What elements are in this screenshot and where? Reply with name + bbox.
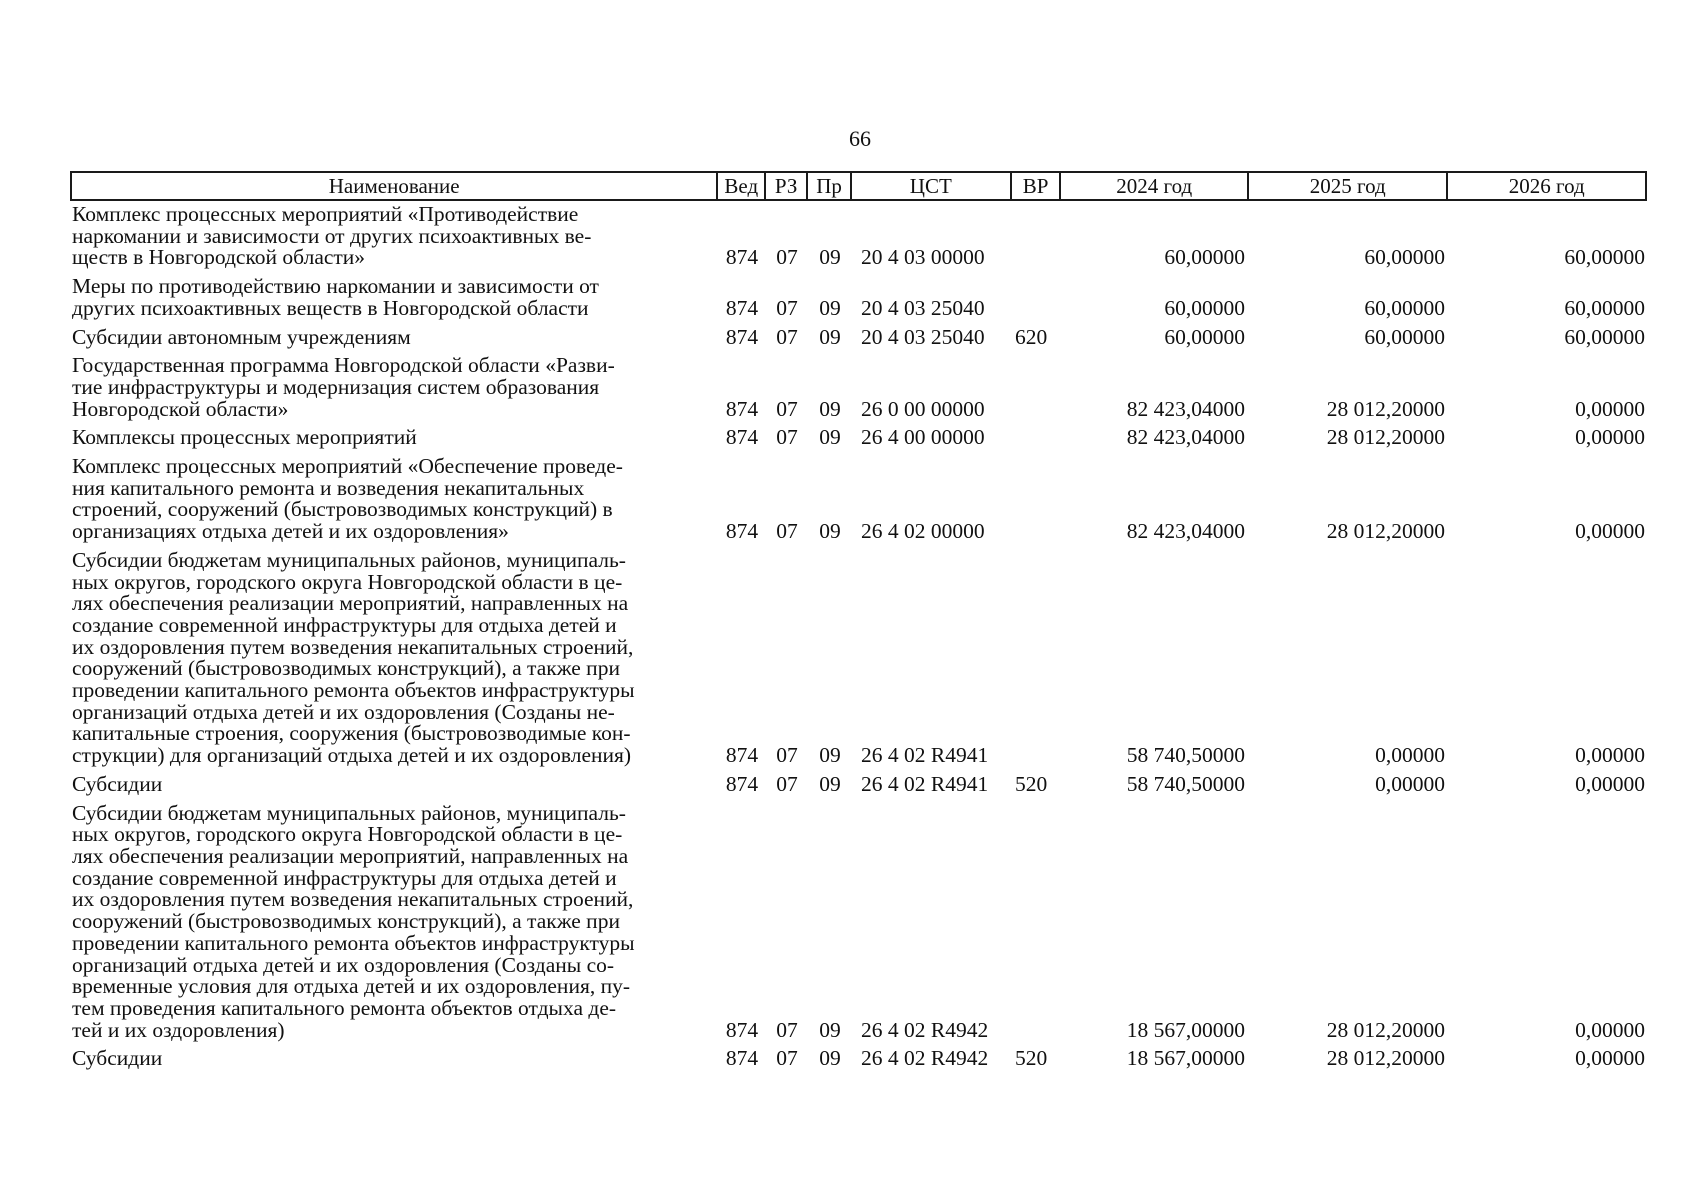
cell-rz: 07 (776, 1017, 798, 1042)
table-row (70, 204, 1647, 269)
cell-2026: 60,00000 (1564, 324, 1645, 349)
cell-2025: 28 012,20000 (1326, 1017, 1445, 1042)
cell-2024: 18 567,00000 (1126, 1046, 1245, 1071)
cell-2025: 28 012,20000 (1326, 1046, 1445, 1071)
cell-name-line: Новгородской области» (72, 396, 289, 421)
header-vr: ВР (1012, 173, 1062, 199)
cell-name (70, 276, 718, 319)
table-row (70, 547, 1647, 768)
table-row (70, 456, 1647, 543)
cell-2024: 60,00000 (1164, 324, 1245, 349)
cell-name-line: лях обеспечения реализации мероприятий, направленных на (72, 591, 629, 616)
cell-name-line: струкции) для организаций отдыха детей и их оздоровления) (72, 743, 632, 768)
cell-name-line: организаций отдыха детей и их оздоровления (Созданы не- (72, 699, 615, 724)
cell-pr: 09 (819, 771, 841, 796)
cell-pr: 09 (819, 295, 841, 320)
cell-name-line: Меры по противодействию наркомании и зависимости от (72, 274, 599, 299)
cell-rz: 07 (776, 771, 798, 796)
cell-name-line: проведении капитального ремонта объектов инфраструктуры (72, 678, 635, 703)
cell-name-line: капитальные строения, сооружения (быстровозводимые кон- (72, 721, 631, 746)
cell-name-line: их оздоровления путем возведения некапитальных строений, (72, 887, 634, 912)
cell-name (70, 324, 718, 349)
cell-name-line: организаций отдыха детей и их оздоровления (Созданы со- (72, 952, 615, 977)
cell-pr: 09 (819, 245, 841, 270)
cell-cst: 20 4 03 25040 (861, 324, 985, 349)
cell-rz: 07 (776, 324, 798, 349)
cell-name-line: Государственная программа Новгородской области «Разви- (72, 353, 615, 378)
cell-pr: 09 (819, 519, 841, 544)
cell-pr: 09 (819, 396, 841, 421)
cell-2024: 18 567,00000 (1126, 1017, 1245, 1042)
cell-name-line: сооружений (быстровозводимых конструкций), а также при (72, 656, 620, 681)
cell-ved: 874 (725, 324, 759, 349)
cell-name-line: временные условия для отдыха детей и их оздоровления, пу- (72, 974, 631, 999)
cell-name (70, 771, 718, 796)
header-pr: Пр (808, 173, 852, 199)
table-row (70, 324, 1647, 349)
cell-2024: 82 423,04000 (1126, 425, 1245, 450)
cell-name-line: Субсидии автономным учреждениям (72, 324, 411, 349)
header-rz: РЗ (766, 173, 808, 199)
cell-pr: 09 (819, 1046, 841, 1071)
cell-2024: 82 423,04000 (1126, 396, 1245, 421)
cell-2024: 60,00000 (1164, 245, 1245, 270)
cell-rz: 07 (776, 743, 798, 768)
cell-name (70, 355, 718, 420)
cell-2026: 0,00000 (1575, 425, 1645, 450)
header-2024: 2024 год (1061, 173, 1249, 199)
cell-2026: 0,00000 (1575, 519, 1645, 544)
cell-name-line: тие инфраструктуры и модернизация систем образования (72, 374, 600, 399)
table-row (70, 355, 1647, 420)
cell-ved: 874 (725, 1046, 759, 1071)
cell-2024: 58 740,50000 (1126, 771, 1245, 796)
header-ved: Вед (718, 173, 766, 199)
table-row (70, 771, 1647, 796)
cell-name (70, 800, 718, 1042)
cell-2024: 60,00000 (1164, 295, 1245, 320)
cell-name-line: ных округов, городского округа Новгородской области в це- (72, 569, 623, 594)
cell-rz: 07 (776, 396, 798, 421)
cell-2026: 0,00000 (1575, 743, 1645, 768)
table-row (70, 800, 1647, 1042)
cell-name-line: Субсидии бюджетам муниципальных районов, муниципаль- (72, 547, 626, 572)
cell-name-line: строений, сооружений (быстровозводимых конструкций) в (72, 497, 613, 522)
cell-ved: 874 (725, 519, 759, 544)
cell-cst: 20 4 03 00000 (861, 245, 985, 270)
cell-name (70, 204, 718, 269)
cell-rz: 07 (776, 1046, 798, 1071)
cell-name-line: Субсидии (72, 771, 163, 796)
cell-cst: 26 0 00 00000 (861, 396, 985, 421)
cell-name-line: сооружений (быстровозводимых конструкций), а также при (72, 909, 620, 934)
cell-name-line: Субсидии (72, 1046, 163, 1071)
cell-pr: 09 (819, 425, 841, 450)
cell-rz: 07 (776, 245, 798, 270)
cell-pr: 09 (819, 743, 841, 768)
cell-name-line: создание современной инфраструктуры для отдыха детей и (72, 865, 617, 890)
cell-cst: 26 4 02 00000 (861, 519, 985, 544)
header-2026: 2026 год (1508, 174, 1585, 198)
cell-name-line: организациях отдыха детей и их оздоровления» (72, 519, 509, 544)
cell-2025: 28 012,20000 (1326, 425, 1445, 450)
cell-vr: 520 (1015, 771, 1048, 796)
cell-2025: 28 012,20000 (1326, 519, 1445, 544)
cell-name (70, 456, 718, 543)
cell-name-line: наркомании и зависимости от других психоактивных ве- (72, 223, 592, 248)
cell-2026: 0,00000 (1575, 1046, 1645, 1071)
cell-cst: 20 4 03 25040 (861, 295, 985, 320)
header-2025: 2025 год (1249, 173, 1449, 199)
cell-name (70, 547, 718, 768)
header-name: Наименование (72, 173, 718, 199)
cell-name-line: других психоактивных веществ в Новгородской области (72, 295, 589, 320)
cell-rz: 07 (776, 425, 798, 450)
cell-ved: 874 (725, 245, 759, 270)
cell-ved: 874 (725, 1017, 759, 1042)
cell-name-line: ществ в Новгородской области» (72, 245, 366, 270)
cell-2026: 0,00000 (1575, 771, 1645, 796)
cell-name-line: Комплекс процессных мероприятий «Обеспечение проведе- (72, 454, 623, 479)
cell-2026: 60,00000 (1564, 245, 1645, 270)
cell-pr: 09 (819, 1017, 841, 1042)
cell-rz: 07 (776, 295, 798, 320)
cell-name-line: лях обеспечения реализации мероприятий, направленных на (72, 843, 629, 868)
table-row (70, 276, 1647, 319)
cell-cst: 26 4 00 00000 (861, 425, 985, 450)
cell-2026: 0,00000 (1575, 396, 1645, 421)
table-row (70, 1048, 1647, 1070)
cell-name-line: Субсидии бюджетам муниципальных районов, муниципаль- (72, 800, 626, 825)
cell-ved: 874 (725, 425, 759, 450)
cell-name-line: создание современной инфраструктуры для отдыха детей и (72, 612, 617, 637)
cell-name (70, 427, 718, 449)
table-row (70, 427, 1647, 449)
cell-2026: 60,00000 (1564, 295, 1645, 320)
cell-cst: 26 4 02 R4942 (861, 1046, 989, 1071)
cell-2026: 0,00000 (1575, 1017, 1645, 1042)
cell-2025: 0,00000 (1375, 771, 1445, 796)
cell-pr: 09 (819, 324, 841, 349)
cell-2025: 60,00000 (1364, 324, 1445, 349)
cell-name-line: ных округов, городского округа Новгородской области в це- (72, 822, 623, 847)
cell-ved: 874 (725, 396, 759, 421)
page-number: 66 (849, 126, 871, 151)
header-cst: ЦСТ (852, 173, 1012, 199)
table-header (70, 171, 1647, 201)
cell-2025: 60,00000 (1364, 295, 1445, 320)
cell-2024: 58 740,50000 (1126, 743, 1245, 768)
cell-vr: 520 (1015, 1046, 1048, 1071)
cell-ved: 874 (725, 771, 759, 796)
cell-name (70, 1048, 718, 1070)
cell-name-line: проведении капитального ремонта объектов инфраструктуры (72, 930, 635, 955)
table-body (70, 204, 1647, 1077)
cell-name-line: Комплекс процессных мероприятий «Противодействие (72, 202, 579, 226)
cell-cst: 26 4 02 R4941 (861, 743, 989, 768)
cell-vr: 620 (1015, 324, 1048, 349)
cell-cst: 26 4 02 R4941 (861, 771, 989, 796)
cell-ved: 874 (725, 295, 759, 320)
cell-rz: 07 (776, 519, 798, 544)
cell-name-line: их оздоровления путем возведения некапитальных строений, (72, 634, 634, 659)
cell-cst: 26 4 02 R4942 (861, 1017, 989, 1042)
cell-name-line: Комплексы процессных мероприятий (72, 425, 417, 450)
cell-2025: 28 012,20000 (1326, 396, 1445, 421)
cell-2025: 60,00000 (1364, 245, 1445, 270)
cell-name-line: тем проведения капитального ремонта объектов отдыха де- (72, 995, 617, 1020)
cell-2025: 0,00000 (1375, 743, 1445, 768)
cell-ved: 874 (725, 743, 759, 768)
cell-2024: 82 423,04000 (1126, 519, 1245, 544)
cell-name-line: тей и их оздоровления) (72, 1017, 285, 1042)
cell-name-line: ния капитального ремонта и возведения некапитальных (72, 475, 585, 500)
